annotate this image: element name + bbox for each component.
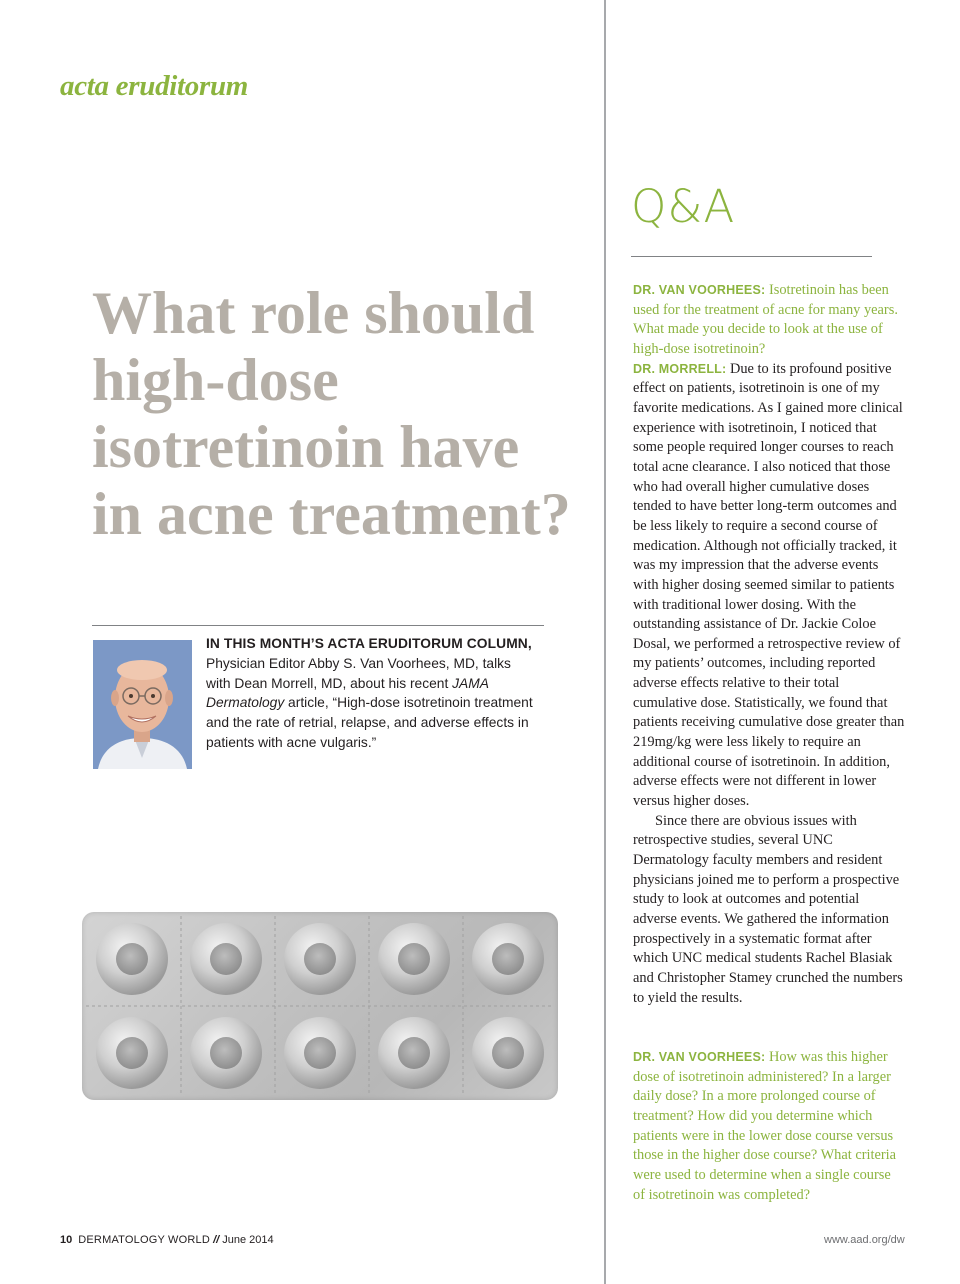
section-title: acta eruditorum [60, 70, 249, 102]
footer-url: www.aad.org/dw [824, 1234, 905, 1246]
answer-1-speaker: DR. MORRELL: [633, 361, 727, 376]
qa-column-top [633, 281, 905, 1008]
question-2-speaker: DR. VAN VOORHEES: [633, 1050, 766, 1064]
intro-text [206, 634, 536, 753]
portrait-image [93, 640, 192, 769]
page-number: 10 [60, 1234, 73, 1246]
blister-row-bottom [96, 1017, 544, 1089]
question-1 [633, 281, 905, 360]
column-divider [604, 0, 606, 1284]
qa-title: Q&A [631, 180, 736, 233]
headline: What role should high-dose isotretinoin have in acne treatment? [92, 280, 571, 547]
footer-separator: // [213, 1234, 220, 1246]
blister-pack-illustration [82, 912, 558, 1100]
blister-row-top [96, 923, 544, 995]
answer-1 [633, 360, 905, 812]
qa-rule [631, 256, 872, 257]
question-1-speaker: DR. VAN VOORHEES: [633, 283, 766, 297]
answer-1-paragraph-2: Since there are obvious issues with retrospective studies, several UNC Dermatology faculty members and resident physicians joined me to perform a prospective study to look at outcomes and potential adverse events. We gathered the information prospectively in a systematic format after which UNC medical students Rachel Blasiak and Christopher Stamey crunched the numbers to yield the results. [633, 812, 903, 1006]
blister-pack-image [82, 912, 558, 1100]
intro-lead: IN THIS MONTH’S ACTA ERUDITORUM COLUMN, [206, 636, 532, 651]
question-2-text: How was this higher dose of isotretinoin administered? In a larger daily dose? In a more prolonged course of treatment? How did you determine which patients were in the lower dose course versus those in the higher dose course? What criteria were used to determine when a single course of isotretinoin was completed? [633, 1049, 897, 1203]
intro-journal: JAMA Dermatology [206, 675, 489, 711]
intro-text-1: Physician Editor Abby S. Van Voorhees, MD, talks with Dean Morrell, MD, about his recent [206, 655, 511, 691]
question-1-text: Isotretinoin has been used for the treatment of acne for many years. What made you decide to look at the use of high-dose isotretinoin? [633, 282, 898, 357]
issue-date: June 2014 [222, 1234, 274, 1246]
headline-rule [92, 625, 544, 626]
footer-left [60, 1234, 274, 1246]
author-photo [93, 640, 192, 769]
question-2 [633, 1048, 905, 1205]
intro-text-2: article, “High-dose isotretinoin treatment and the rate of retrial, relapse, and adverse effects in patients with acne vulgaris.” [206, 695, 533, 750]
magazine-name: DERMATOLOGY WORLD [78, 1234, 211, 1246]
answer-1-text: Due to its profound positive effect on patients, isotretinoin is one of my favorite medications. As I gained more clinical experience with isotretinoin, I noticed that some people required longer courses to reach total acne clearance. I also noticed that those who had overall higher cumulative doses tended to have better long-term outcomes and be less likely to require a second course of medication. Although not officially tracked, it was my impression that the adverse events with higher dosing seemed similar to patients with traditional lower dosing. With the outstanding assistance of Dr. Jackie Coloe Dosal, we performed a retrospective review of my patients’ outcomes, including reported adverse effects relative to their total cumulative dose. Statistically, we found that patients receiving cumulative dose greater than 219mg/kg were less likely to require an additional course of isotretinoin. In addition, adverse effects were not different in lower versus higher doses. [633, 360, 905, 810]
qa-column-bottom [633, 1048, 905, 1205]
